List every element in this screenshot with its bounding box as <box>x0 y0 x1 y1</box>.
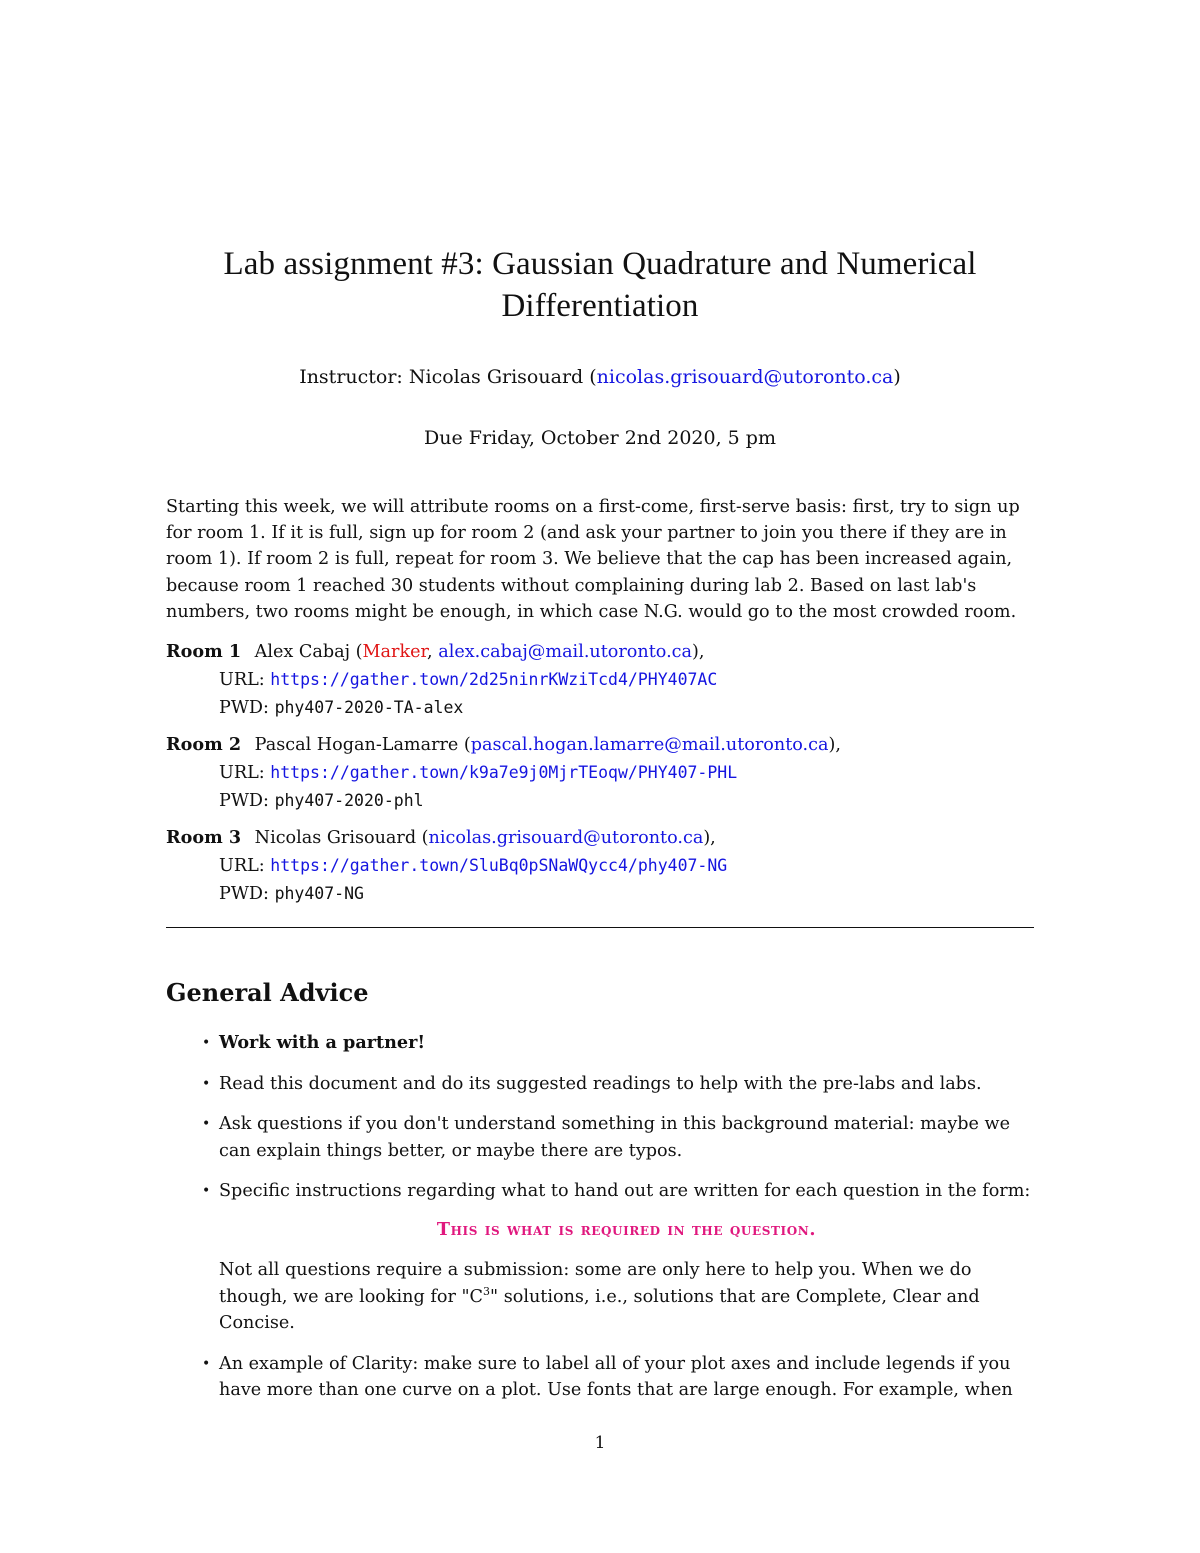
room-3-label: Room 3 <box>166 827 242 848</box>
advice-item-text: Ask questions if you don't understand something in this background material: maybe we can explain things better, or maybe there are typos. <box>219 1114 1011 1161</box>
advice-list <box>166 1030 1034 1418</box>
title-line-1: Lab assignment #3: Gaussian Quadrature and Numerical <box>223 246 977 282</box>
instructor-email-link[interactable]: nicolas.grisouard@utoronto.ca <box>596 366 894 388</box>
room-1-role: Marker <box>362 642 428 662</box>
room-1-url-link[interactable]: https://gather.town/2d25ninrKWziTcd4/PHY407AC <box>270 670 718 689</box>
advice-item-text: Read this document and do its suggested readings to help with the pre-labs and labs. <box>219 1073 982 1094</box>
bullet-icon: • <box>202 1355 211 1372</box>
advice-item <box>166 1351 1034 1404</box>
room-1-header <box>166 638 1034 666</box>
room-1-url-line <box>166 666 1034 694</box>
general-advice-heading: General Advice <box>166 978 369 1007</box>
room-3-pwd-line <box>166 880 1034 908</box>
bullet-icon: • <box>202 1075 211 1092</box>
advice-item <box>166 1178 1034 1337</box>
intro-paragraph: Starting this week, we will attribute rooms on a first-come, first-serve basis: first, try to sign up for room 1. If it is full, sign up for room 2 (and ask your partner to join you there if they are in room 1). If room 2 is full, repeat for room 3. We believe that the cap has been increased again, because room 1 reached 30 students without complaining during lab 2. Based on last lab's numbers, two rooms might be enough, in which case N.G. would go to the most crowded room. <box>166 497 1020 622</box>
room-1-label: Room 1 <box>166 641 242 662</box>
room-3-block <box>166 824 1034 908</box>
room-3-url-label: URL: <box>219 856 271 876</box>
room-2-pwd-line <box>166 787 1034 815</box>
instructor-prefix: Instructor: Nicolas Grisouard ( <box>299 366 597 388</box>
room-1-role-separator: , <box>427 642 439 662</box>
advice-item-text: An example of Clarity: make sure to label all of your plot axes and include legends if you have more than one curve on a plot. Use fonts that are large enough. For example, when <box>219 1353 1013 1400</box>
room-2-pwd-label: PWD: <box>219 791 275 811</box>
advice-item <box>166 1071 1034 1098</box>
title-line-2: Differentiation <box>501 288 699 324</box>
room-3-pwd-label: PWD: <box>219 884 275 904</box>
room-3-email-suffix: ), <box>703 828 716 848</box>
room-1-pwd-line <box>166 694 1034 722</box>
room-1-pwd-label: PWD: <box>219 698 275 718</box>
horizontal-rule <box>166 927 1034 928</box>
room-3-person: Nicolas Grisouard ( <box>254 828 429 848</box>
page-number: 1 <box>594 1433 606 1453</box>
room-2-url-label: URL: <box>219 763 271 783</box>
due-date: Due Friday, October 2nd 2020, 5 pm <box>424 427 776 449</box>
bullet-icon: • <box>202 1116 211 1132</box>
room-2-pwd-value: phy407-2020-phl <box>274 791 424 810</box>
room-3-pwd-value: phy407-NG <box>274 884 364 903</box>
room-1-pwd-value: phy407-2020-TA-alex <box>274 698 464 717</box>
advice-item-text: Specific instructions regarding what to hand out are written for each question in the form: <box>219 1181 1031 1201</box>
instructor-line <box>150 363 1050 391</box>
bullet-icon: • <box>202 1183 211 1199</box>
advice-item <box>166 1111 1034 1164</box>
room-2-email-suffix: ), <box>828 735 841 755</box>
room-3-email-link[interactable]: nicolas.grisouard@utoronto.ca <box>428 828 704 848</box>
document-title <box>150 243 1050 327</box>
room-2-person: Pascal Hogan-Lamarre ( <box>254 735 471 755</box>
required-example: This is what is required in the question. <box>436 1218 817 1240</box>
room-1-url-label: URL: <box>219 670 271 690</box>
advice-item <box>166 1030 1034 1057</box>
room-2-url-link[interactable]: https://gather.town/k9a7e9j0MjrTEoqw/PHY407-PHL <box>270 763 738 782</box>
room-3-url-link[interactable]: https://gather.town/SluBq0pSNaWQycc4/phy407-NG <box>270 856 728 875</box>
instructor-suffix: ) <box>893 366 901 388</box>
room-1-person: Alex Cabaj ( <box>254 642 363 662</box>
room-3-header <box>166 824 1034 852</box>
c3-paragraph <box>219 1257 1034 1337</box>
advice-item-text: Work with a partner! <box>219 1032 426 1053</box>
c3-after: " solutions, i.e., solutions that are Complete, Clear and Concise. <box>219 1286 980 1333</box>
c3-superscript: 3 <box>483 1284 491 1298</box>
room-2-url-line <box>166 759 1034 787</box>
room-1-email-suffix: ), <box>692 642 705 662</box>
room-2-block <box>166 731 1034 815</box>
c3-before: Not all questions require a submission: some are only here to help you. When we do though, we are looking for "C <box>219 1260 972 1307</box>
room-3-url-line <box>166 852 1034 880</box>
room-2-label: Room 2 <box>166 734 242 755</box>
bullet-icon: • <box>202 1035 211 1051</box>
room-2-email-link[interactable]: pascal.hogan.lamarre@mail.utoronto.ca <box>470 735 829 755</box>
room-2-header <box>166 731 1034 759</box>
room-1-block <box>166 638 1034 722</box>
room-1-email-link[interactable]: alex.cabaj@mail.utoronto.ca <box>438 642 693 662</box>
